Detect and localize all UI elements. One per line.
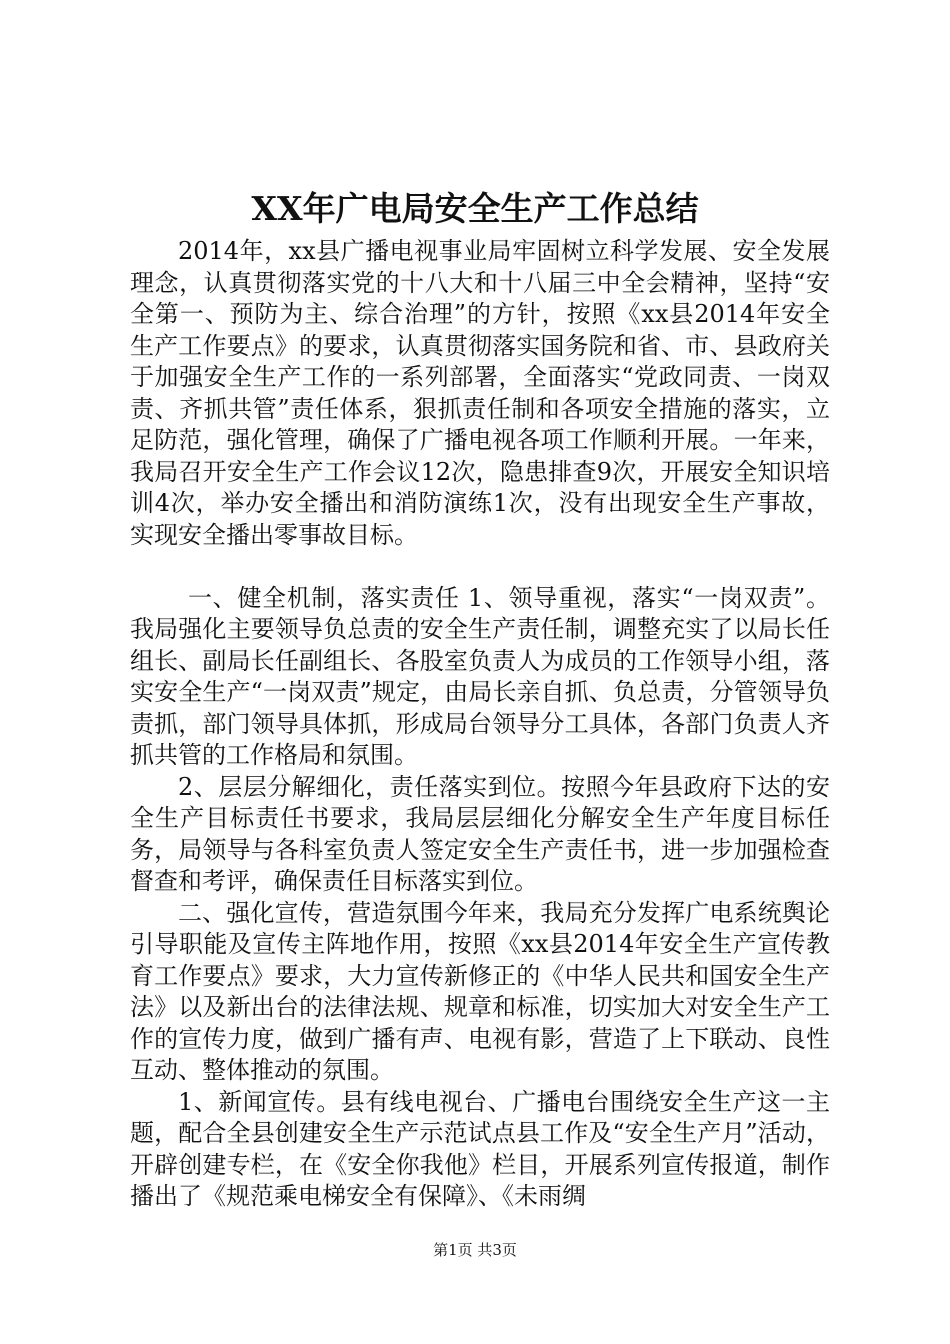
paragraph-section-1-item-2: 2、层层分解细化，责任落实到位。按照今年县政府下达的安全生产目标责任书要求，我局层层细化分解安全生产年度目标任务，局领导与各科室负责人签定安全生产责任书，进一步加强检查督查和考评，确保责任目标落实到位。 <box>130 772 830 895</box>
paragraph-section-2-item-1: 1、新闻宣传。县有线电视台、广播电台围绕安全生产这一主题，配合全县创建安全生产示范试点县工作及“安全生产月”活动，开辟创建专栏，在《安全你我他》栏目，开展系列宣传报道，制作播出了《规范乘电梯安全有保障》、《未雨绸 <box>130 1087 830 1210</box>
page-footer: 第1页 共3页 <box>433 1241 517 1259</box>
paragraph-intro: 2014年，xx县广播电视事业局牢固树立科学发展、安全发展理念，认真贯彻落实党的十八大和十八届三中全会精神，坚持“安全第一、预防为主、综合治理”的方针，按照《xx县2014年安全生产工作要点》的要求，认真贯彻落实国务院和省、市、县政府关于加强安全生产工作的一系列部署，全面落实“党政同责、一岗双责、齐抓共管”责任体系，狠抓责任制和各项安全措施的落实，立足防范，强化管理，确保了广播电视各项工作顺利开展。一年来，我局召开安全生产工作会议12次，隐患排查9次，开展安全知识培训4次，举办安全播出和消防演练1次，没有出现安全生产事故，实现安全播出零事故目标。 <box>130 237 830 549</box>
document-body <box>130 236 830 1213</box>
paragraph-section-2: 二、强化宣传，营造氛围今年来，我局充分发挥广电系统舆论引导职能及宣传主阵地作用，按照《xx县2014年安全生产宣传教育工作要点》要求，大力宣传新修正的《中华人民共和国安全生产法》以及新出台的法律法规、规章和标准，切实加大对安全生产工作的宣传力度，做到广播有声、电视有影，营造了上下联动、良性互动、整体推动的氛围。 <box>130 898 830 1084</box>
paragraph-section-1: 一、健全机制，落实责任 1、领导重视，落实“一岗双责”。我局强化主要领导负总责的安全生产责任制，调整充实了以局长任组长、副局长任副组长、各股室负责人为成员的工作领导小组，落实安全生产“一岗双责”规定，由局长亲自抓、负总责，分管领导负责抓，部门领导具体抓，形成局台领导分工具体，各部门负责人齐抓共管的工作格局和氛围。 <box>130 583 830 769</box>
document-title: XX年广电局安全生产工作总结 <box>251 189 699 228</box>
